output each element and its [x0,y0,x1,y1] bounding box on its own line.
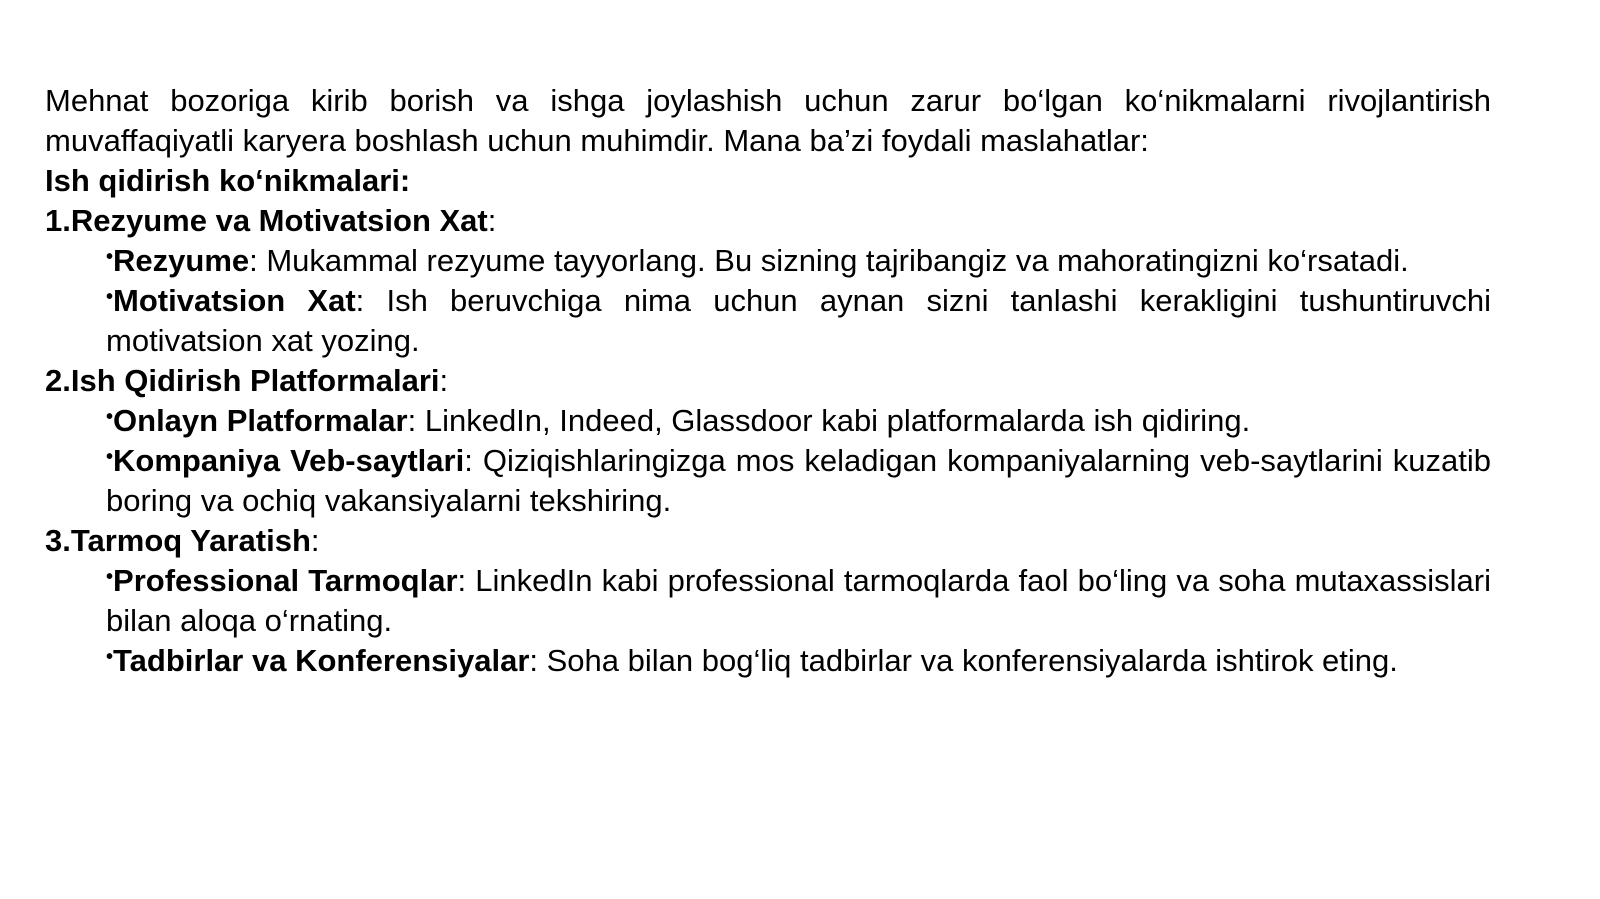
list-item [45,641,1491,681]
list-item [45,401,1491,441]
section-heading: Ish qidirish ko‘nikmalari: [45,163,411,198]
bullet-icon: • [106,566,114,588]
item-term: Professional Tarmoqlar [113,563,458,598]
intro-paragraph: Mehnat bozoriga kirib borish va ishga joylashish uchun zarur bo‘lgan ko‘nikmalarni rivojlantirish muvaffaqiyatli karyera boshlash uchun muhimdir. Mana ba’zi foydali maslahatlar: [45,83,1491,158]
item-term: Motivatsion Xat [113,283,356,318]
list-item [45,561,1491,641]
item-term: Rezyume [113,243,250,278]
list-item [45,241,1491,281]
bullet-icon: • [106,646,114,668]
list-item [45,441,1491,521]
item-term: Onlayn Platformalar [113,403,408,438]
section-title-text: 3.Tarmoq Yaratish [45,523,311,558]
section-2-title [45,361,1491,401]
section-title-suffix: : [310,523,320,558]
section-1-title [45,201,1491,241]
section-title-text: 1.Rezyume va Motivatsion Xat [45,203,488,238]
item-text: : Mukammal rezyume tayyorlang. Bu sizning tajribangiz va mahoratingizni ko‘rsatadi. [249,243,1409,278]
slide-content [45,81,1491,681]
bullet-icon: • [106,406,114,428]
section-title-suffix: : [487,203,497,238]
item-text: : Soha bilan bog‘liq tadbirlar va konferensiyalarda ishtirok eting. [529,643,1398,678]
list-item [45,281,1491,361]
item-text: : Ish beruvchiga nima uchun aynan sizni tanlashi kerakligini tushuntiruvchi motivatsion xat yozing. [106,283,1491,358]
item-text: : LinkedIn kabi professional tarmoqlarda faol bo‘ling va soha mutaxassislari bilan aloqa o‘rnating. [106,563,1491,638]
item-term: Tadbirlar va Konferensiyalar [113,643,530,678]
item-term: Kompaniya Veb-saytlari [113,443,465,478]
section-3-title [45,521,1491,561]
item-text: : LinkedIn, Indeed, Glassdoor kabi platformalarda ish qidiring. [407,403,1251,438]
section-title-text: 2.Ish Qidirish Platformalari [45,363,440,398]
section-title-suffix: : [439,363,449,398]
bullet-icon: • [106,286,114,308]
bullet-icon: • [106,246,114,268]
item-text: : Qiziqishlaringizga mos keladigan kompaniyalarning veb-saytlarini kuzatib boring va ochiq vakansiyalarni tekshiring. [106,443,1492,518]
bullet-icon: • [106,446,114,468]
